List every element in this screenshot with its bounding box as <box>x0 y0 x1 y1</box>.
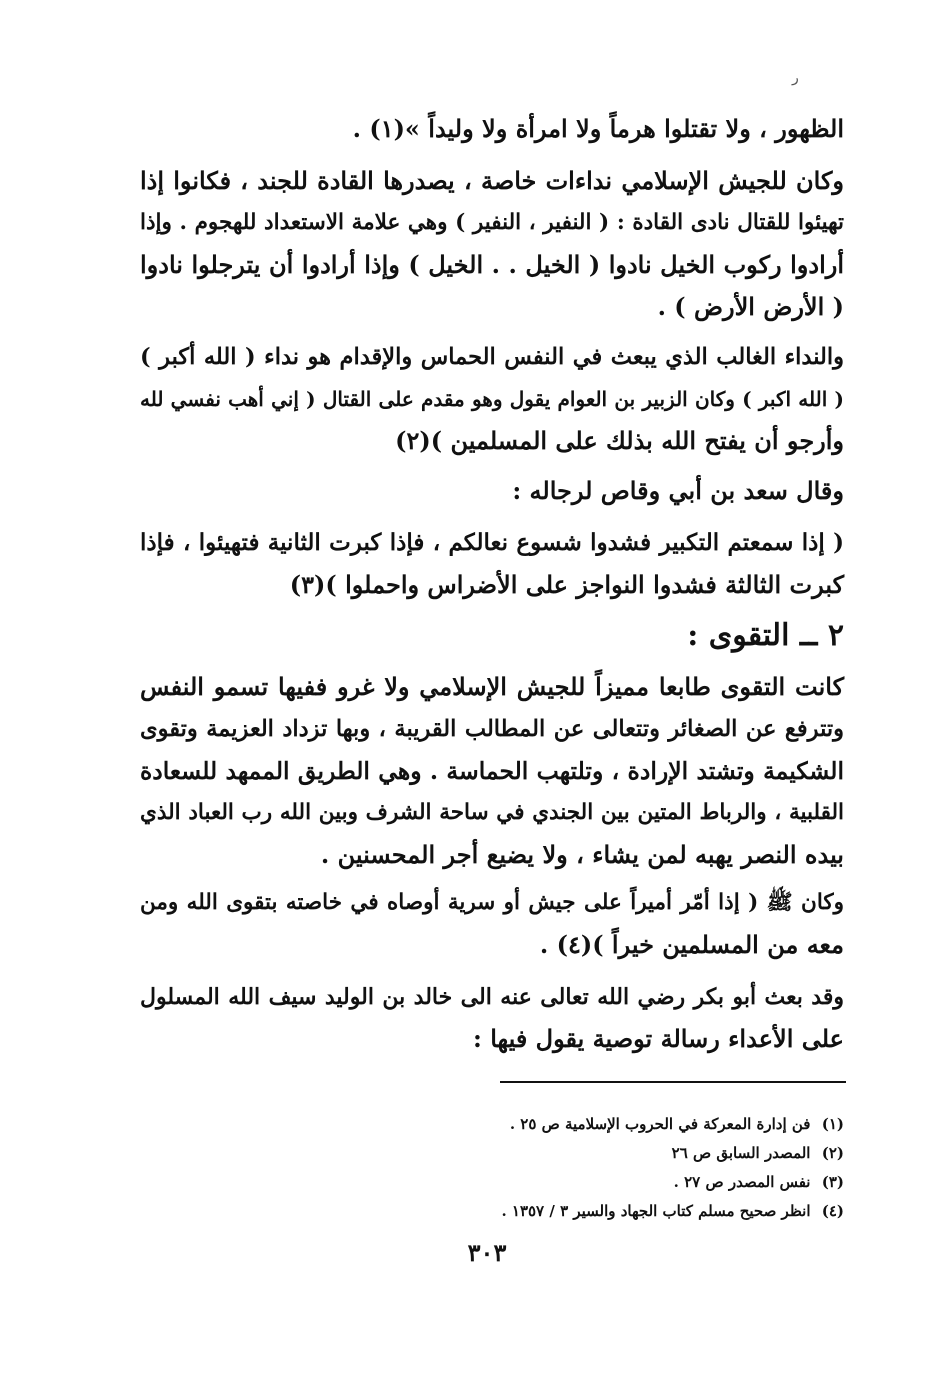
text-line: الظهور ، ولا تقتلوا هرماً ولا امرأة ولا وليداً »(١) . <box>352 114 844 143</box>
text-line: ( إذا سمعتم التكبير فشدوا شسوع نعالكم ، فإذا كبرت الثانية فتهيئوا ، فإذا <box>140 529 844 556</box>
scan-mark: ﺭ <box>792 70 799 86</box>
paragraph-5-quote <box>140 522 844 606</box>
paragraph-3 <box>140 336 844 462</box>
text-line: بيده النصر يهبه لمن يشاء ، ولا يضيع أجر المحسنين . <box>320 840 844 869</box>
text-line: وقد بعث أبو بكر رضي الله تعالى عنه الى خالد بن الوليد سيف الله المسلول <box>140 984 844 1010</box>
section-heading: ٢ ــ التقوى : <box>687 618 844 653</box>
text-line: أرادوا ركوب الخيل نادوا ( الخيل . . الخيل ) وإذا أرادوا أن يترجلوا نادوا <box>140 250 844 279</box>
text-line: كبرت الثالثة فشدوا النواجز على الأضراس واحملوا )(٣) <box>289 570 844 599</box>
text-line: ( الله اكبر ) وكان الزبير بن العوام يقول وهو مقدم على القتال ( إني أهب نفسي لله <box>140 387 844 411</box>
page-number: ٣٠٣ <box>467 1238 507 1267</box>
footnote <box>344 1197 844 1226</box>
footnote-text: نفس المصدر ص ٢٧ . <box>673 1173 811 1191</box>
text-line: كانت التقوى طابعا مميزاً للجيش الإسلامي ولا غرو ففيها تسمو النفس <box>140 672 844 701</box>
text-line: ( الأرض الأرض ) . <box>657 292 844 321</box>
footnote-text: المصدر السابق ص ٢٦ <box>671 1144 811 1162</box>
text-line: وكان للجيش الإسلامي نداءات خاصة ، يصدرها القادة للجند ، فكانوا إذا <box>140 166 844 195</box>
text-line: معه من المسلمين خيراً )(٤) . <box>539 930 844 959</box>
paragraph-7 <box>140 882 844 966</box>
footnote-number: (٣) <box>821 1173 844 1191</box>
footnote <box>344 1139 844 1168</box>
footnote-text: انظر صحيح مسلم كتاب الجهاد والسير ٣ / ١٣٥٧ . <box>501 1202 811 1220</box>
text-line: على الأعداء رسالة توصية يقول فيها : <box>473 1024 844 1053</box>
text-line: وقال سعد بن أبي وقاص لرجاله : <box>512 476 844 505</box>
text-line: الشكيمة وتشتد الإرادة ، وتلتهب الحماسة . وهي الطريق الممهد للسعادة <box>140 757 844 785</box>
footnote-number: (١) <box>821 1115 844 1133</box>
footnote-number: (٤) <box>821 1202 844 1220</box>
footnote-number: (٢) <box>821 1144 844 1162</box>
footnote-text: فن إدارة المعركة في الحروب الإسلامية ص ٢٥ . <box>509 1115 811 1133</box>
paragraph-4 <box>140 470 844 512</box>
text-line: وتترفع عن الصغائر وتتعالى عن المطالب القريبة ، وبها تزداد العزيمة وتقوى <box>140 716 844 742</box>
text-line: وأرجو أن يفتح الله بذلك على المسلمين )(٢) <box>395 426 844 455</box>
paragraph-1 <box>140 108 844 150</box>
footnote-separator <box>500 1081 846 1083</box>
paragraph-6 <box>140 666 844 876</box>
text-line: والنداء الغالب الذي يبعث في النفس الحماس والإقدام هو نداء ( الله أكبر ) <box>140 344 844 370</box>
text-line: وكان ﷺ ( إذا أمّر أميراً على جيش أو سرية أوصاه في خاصته بتقوى الله ومن <box>140 890 844 915</box>
footnote <box>344 1110 844 1139</box>
text-line: القلبية ، والرباط المتين بين الجندي في ساحة الشرف وبين الله رب العباد الذي <box>140 800 844 825</box>
footnotes <box>344 1110 844 1226</box>
paragraph-2 <box>140 160 844 328</box>
text-line: تهيئوا للقتال نادى القادة : ( النفير ، النفير ) وهي علامة الاستعداد للهجوم . وإذا <box>140 210 844 235</box>
footnote <box>344 1168 844 1197</box>
paragraph-8 <box>140 976 844 1060</box>
